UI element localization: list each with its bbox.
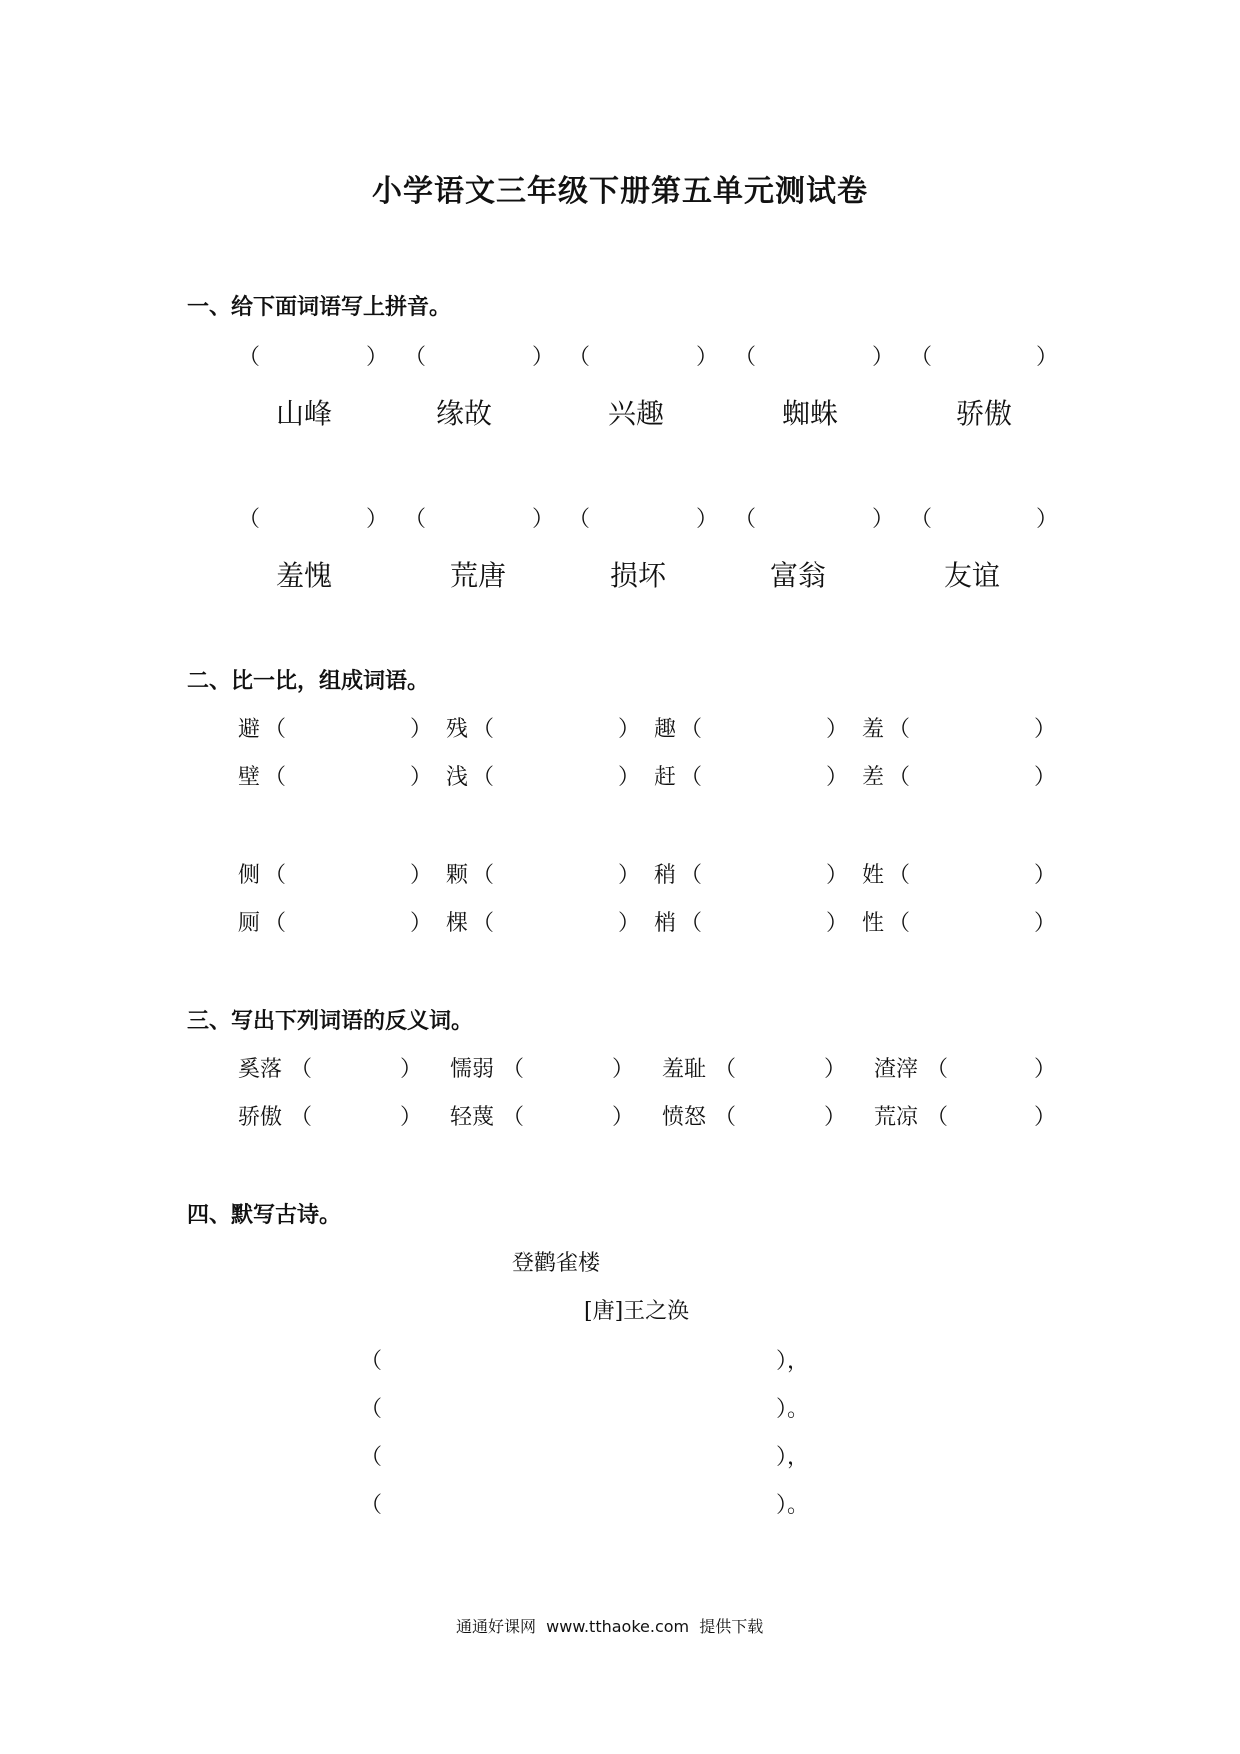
char-cell: 差 xyxy=(862,765,885,790)
blank-close: ） xyxy=(826,765,849,790)
blank-open: （ xyxy=(680,717,703,742)
blank-open: （ xyxy=(404,507,427,532)
antonym-word: 羞耻 xyxy=(662,1057,707,1082)
blank-open: （ xyxy=(888,911,911,936)
word: 富翁 xyxy=(770,559,827,592)
blank-open: （ xyxy=(290,1105,313,1130)
poem-title: 登鹳雀楼 xyxy=(512,1251,601,1276)
blank-open: （ xyxy=(264,911,287,936)
blank-close: ） xyxy=(1034,1057,1057,1082)
blank-open: （ xyxy=(680,863,703,888)
footer-credit: 通通好课网 www.tthaoke.com 提供下载 xyxy=(456,1617,764,1636)
blank-close: ） xyxy=(410,765,433,790)
blank-close: ） xyxy=(872,345,895,370)
blank-open: （ xyxy=(568,507,591,532)
blank-open: （ xyxy=(926,1105,949,1130)
section-4-heading: 四、默写古诗。 xyxy=(187,1202,342,1228)
blank-open: （ xyxy=(502,1057,525,1082)
blank-open: （ xyxy=(568,345,591,370)
blank-open: （ xyxy=(714,1057,737,1082)
char-cell: 赶 xyxy=(654,765,677,790)
char-cell: 棵 xyxy=(446,911,469,936)
blank-open: （ xyxy=(472,717,495,742)
word: 骄傲 xyxy=(956,397,1013,430)
word: 缘故 xyxy=(436,397,493,430)
section-3-heading: 三、写出下列词语的反义词。 xyxy=(187,1008,474,1034)
word: 荒唐 xyxy=(450,559,507,592)
blank-close: ） xyxy=(696,345,719,370)
blank-open: （ xyxy=(238,507,261,532)
blank-close: ） xyxy=(612,1105,635,1130)
section-2-heading: 二、比一比，组成词语。 xyxy=(187,668,430,694)
blank-close: ） xyxy=(826,911,849,936)
char-cell: 残 xyxy=(446,717,469,742)
blank-open: （ xyxy=(926,1057,949,1082)
char-cell: 壁 xyxy=(238,765,261,790)
blank-close: ） xyxy=(1034,911,1057,936)
page-title: 小学语文三年级下册第五单元测试卷 xyxy=(372,174,868,209)
char-cell: 姓 xyxy=(862,863,885,888)
blank-close: ） xyxy=(410,717,433,742)
blank-open: （ xyxy=(360,1445,383,1470)
blank-open: （ xyxy=(910,345,933,370)
blank-close: ） xyxy=(1036,345,1059,370)
antonym-word: 轻蔑 xyxy=(450,1105,495,1130)
blank-close: ） xyxy=(400,1057,423,1082)
blank-open: （ xyxy=(360,1493,383,1518)
antonym-word: 奚落 xyxy=(238,1057,283,1082)
antonym-word: 荒凉 xyxy=(874,1105,919,1130)
blank-open: （ xyxy=(404,345,427,370)
blank-close: ） xyxy=(696,507,719,532)
blank-open: （ xyxy=(888,717,911,742)
section-1-heading: 一、给下面词语写上拼音。 xyxy=(187,294,452,320)
blank-close: ） xyxy=(1034,765,1057,790)
blank-open: （ xyxy=(360,1397,383,1422)
word: 损坏 xyxy=(610,559,667,592)
char-cell: 趣 xyxy=(654,717,677,742)
char-cell: 避 xyxy=(238,717,261,742)
word: 兴趣 xyxy=(608,397,665,430)
blank-close: ） xyxy=(400,1105,423,1130)
poem-author: [唐]王之涣 xyxy=(584,1299,690,1324)
blank-close: ） xyxy=(612,1057,635,1082)
blank-close: ） xyxy=(366,507,389,532)
blank-open: （ xyxy=(360,1349,383,1374)
blank-close: ） xyxy=(824,1057,847,1082)
char-cell: 厕 xyxy=(238,911,261,936)
blank-open: （ xyxy=(888,765,911,790)
word: 羞愧 xyxy=(276,559,333,592)
blank-close: ） xyxy=(872,507,895,532)
blank-close: ） xyxy=(618,863,641,888)
blank-close: ） xyxy=(824,1105,847,1130)
blank-close: ） xyxy=(618,717,641,742)
blank-close: ） xyxy=(1034,717,1057,742)
blank-open: （ xyxy=(472,911,495,936)
blank-close: ） xyxy=(1036,507,1059,532)
antonym-word: 懦弱 xyxy=(450,1057,495,1082)
blank-open: （ xyxy=(888,863,911,888)
char-cell: 梢 xyxy=(654,911,677,936)
blank-open: （ xyxy=(472,863,495,888)
blank-open: （ xyxy=(680,911,703,936)
word: 友谊 xyxy=(944,559,1001,592)
blank-close: ）。 xyxy=(776,1493,810,1518)
blank-close: ） xyxy=(410,863,433,888)
blank-open: （ xyxy=(734,345,757,370)
blank-open: （ xyxy=(264,765,287,790)
blank-open: （ xyxy=(264,863,287,888)
blank-close: ） xyxy=(366,345,389,370)
blank-open: （ xyxy=(680,765,703,790)
char-cell: 颗 xyxy=(446,863,469,888)
blank-close: ） xyxy=(618,765,641,790)
blank-open: （ xyxy=(290,1057,313,1082)
antonym-word: 愤怒 xyxy=(662,1105,707,1130)
antonym-word: 骄傲 xyxy=(238,1105,283,1130)
word: 蜘蛛 xyxy=(782,397,839,430)
blank-close: ） xyxy=(618,911,641,936)
blank-close: ） xyxy=(532,345,555,370)
blank-open: （ xyxy=(264,717,287,742)
char-cell: 浅 xyxy=(446,765,469,790)
blank-open: （ xyxy=(472,765,495,790)
blank-close: ）。 xyxy=(776,1397,810,1422)
blank-close: ） xyxy=(1034,1105,1057,1130)
blank-open: （ xyxy=(238,345,261,370)
blank-close: ） xyxy=(410,911,433,936)
char-cell: 羞 xyxy=(862,717,885,742)
blank-close: ） xyxy=(1034,863,1057,888)
char-cell: 稍 xyxy=(654,863,677,888)
word: 山峰 xyxy=(276,397,333,430)
blank-open: （ xyxy=(502,1105,525,1130)
blank-open: （ xyxy=(714,1105,737,1130)
blank-close: ） xyxy=(826,717,849,742)
blank-open: （ xyxy=(734,507,757,532)
blank-close: ） xyxy=(532,507,555,532)
blank-close: ） xyxy=(826,863,849,888)
antonym-word: 渣滓 xyxy=(874,1057,919,1082)
char-cell: 侧 xyxy=(238,863,261,888)
blank-open: （ xyxy=(910,507,933,532)
blank-close: ）， xyxy=(776,1445,810,1470)
char-cell: 性 xyxy=(862,911,885,936)
blank-close: ）， xyxy=(776,1349,810,1374)
